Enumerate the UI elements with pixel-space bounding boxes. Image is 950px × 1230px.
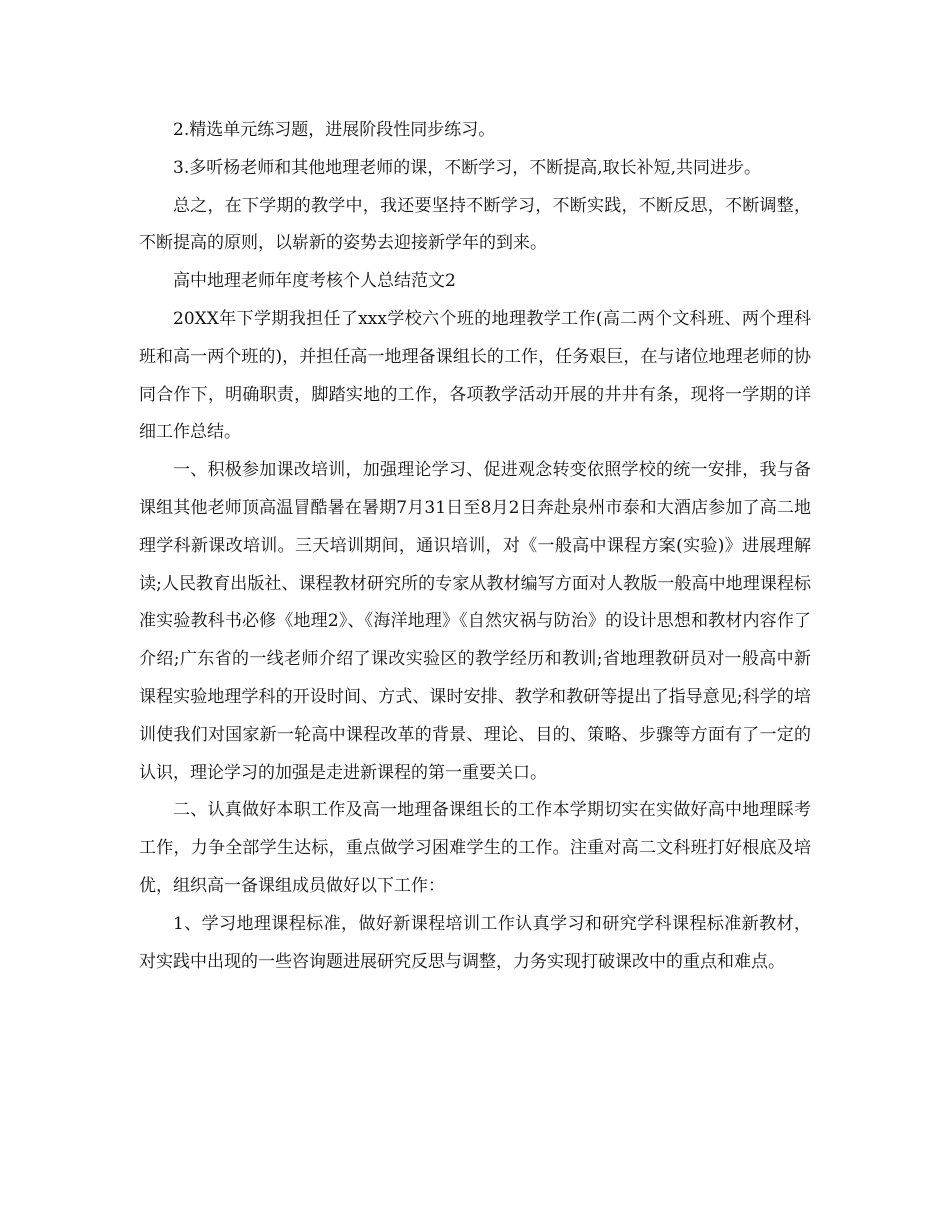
document-body [139,112,811,981]
paragraph-training: 一、积极参加课改培训，加强理论学习、促进观念转变依照学校的统一安排，我与备课组其他老师顶高温冒酷暑在暑期7月31日至8月2日奔赴泉州市泰和大酒店参加了高二地理学科新课改培训。三天培训期间，通识培训，对《一般高中课程方案(实验)》进展理解读;人民教育出版社、课程教材研究所的专家从教材编写方面对人教版一般高中地理课程标准实验教科书必修《地理2》、《海洋地理》《自然灾祸与防治》的设计思想和教材内容作了介绍;广东省的一线老师介绍了课改实验区的教学经历和教训;省地理教研员对一般高中新课程实验地理学科的开设时间、方式、课时安排、教学和教研等提出了指导意见;科学的培训使我们对国家新一轮高中课程改革的背景、理论、目的、策略、步骤等方面有了一定的认识，理论学习的加强是走进新课程的第一重要关口。 [139,460,811,783]
paragraph-attend-lessons: 3.多听杨老师和其他地理老师的课，不断学习，不断提高,取长补短,共同进步。 [173,157,762,178]
paragraph-curriculum-standards: 1、学习地理课程标准，做好新课程培训工作认真学习和研究学科课程标准新教材，对实践中出现的一些咨询题进展研究反思与调整，力务实现打破课改中的重点和难点。 [139,913,811,972]
paragraph-conclusion: 总之，在下学期的教学中，我还要坚持不断学习，不断实践，不断反思，不断调整，不断提高的原则，以崭新的姿势去迎接新学年的到来。 [139,195,811,254]
section-heading: 高中地理老师年度考核个人总结范文2 [173,271,456,292]
paragraph-duties: 二、认真做好本职工作及高一地理备课组长的工作本学期切实在实做好高中地理睬考工作，力争全部学生达标，重点做学习困难学生的工作。注重对高二文科班打好根底及培优，组织高一备课组成员做好以下工作： [139,800,811,896]
paragraph-introduction: 20XX年下学期我担任了xxx学校六个班的地理教学工作(高二两个文科班、两个理科班和高一两个班的)，并担任高一地理备课组长的工作，任务艰巨，在与诸位地理老师的协同合作下，明确职责，脚踏实地的工作，各项教学活动开展的井井有条，现将一学期的详细工作总结。 [139,308,811,443]
paragraph-practice-exercises: 2.精选单元练习题，进展阶段性同步练习。 [173,120,496,140]
